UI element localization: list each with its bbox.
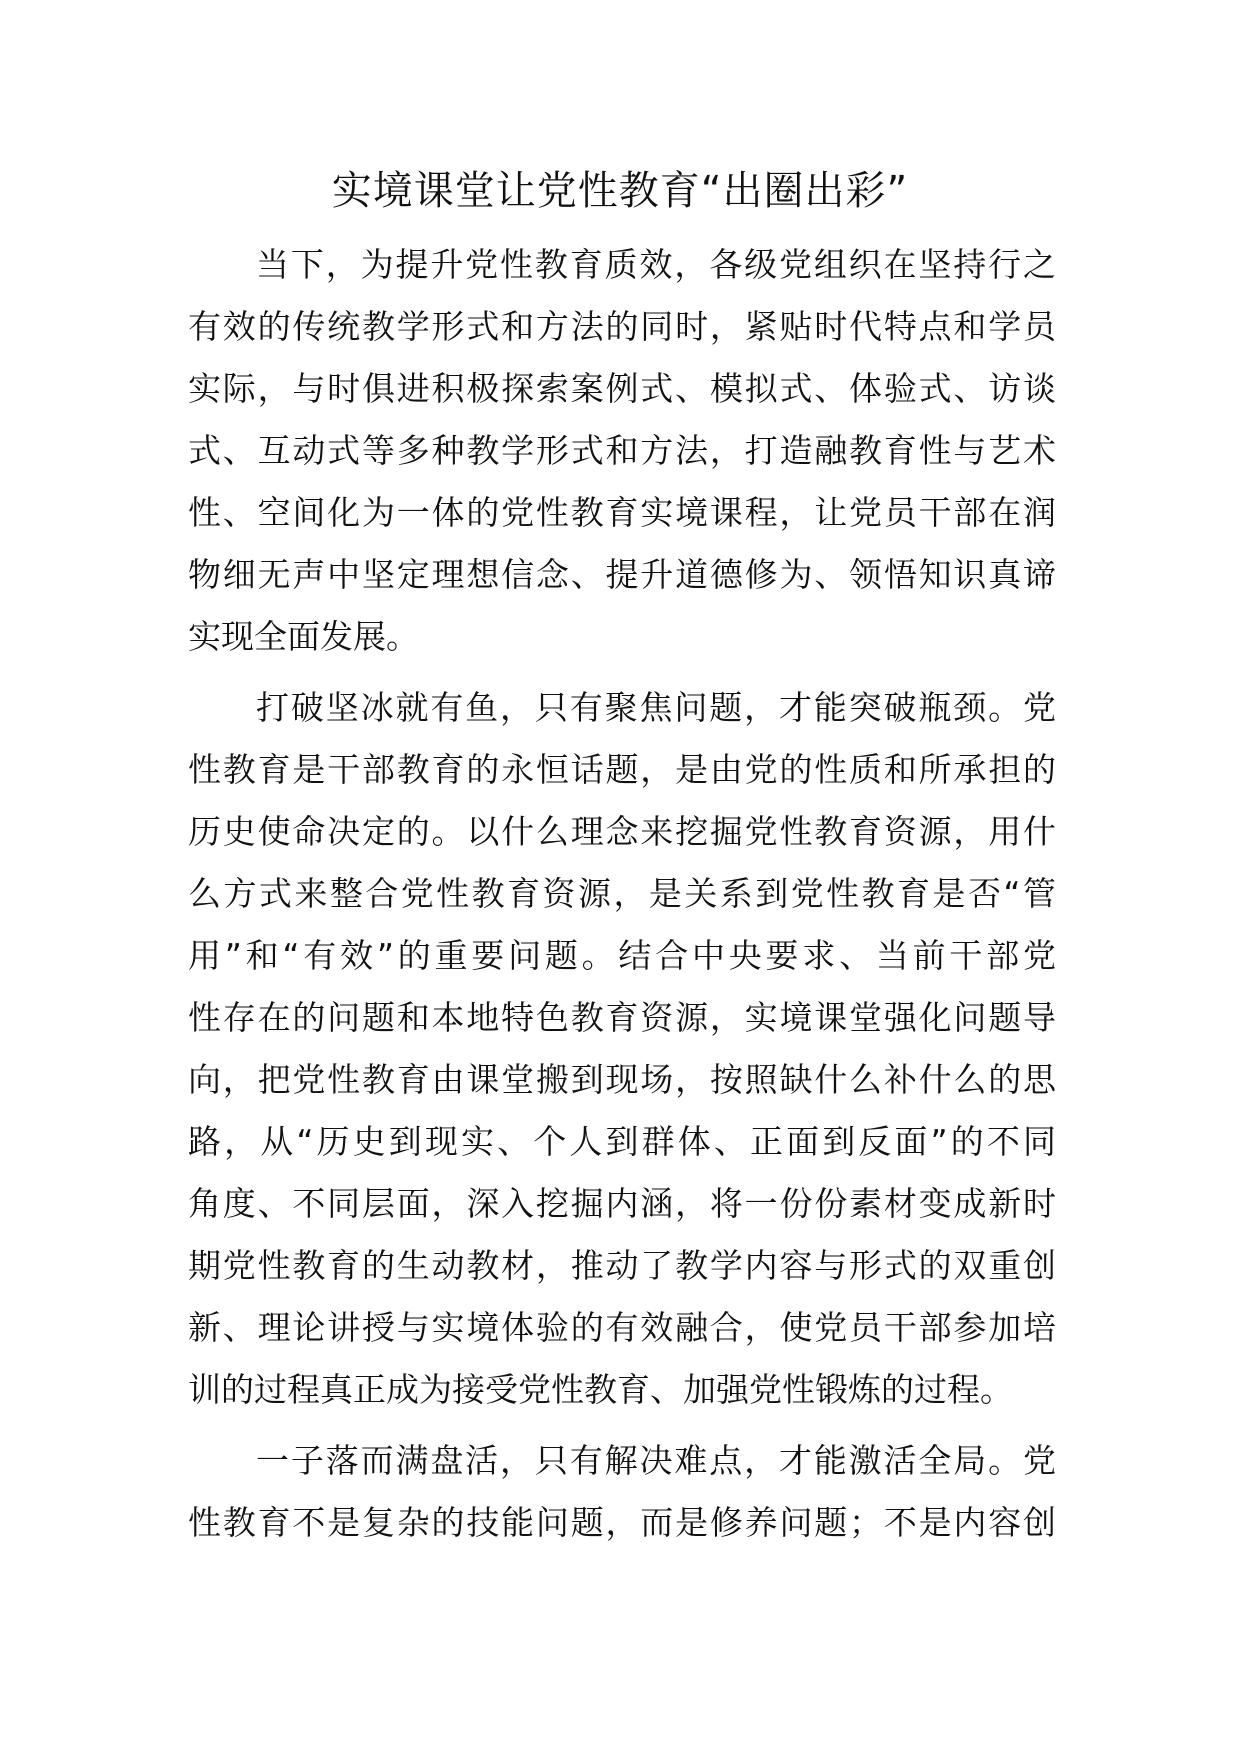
paragraph-1-line-6: 物细无声中坚定理想信念、提升道德修为、领悟知识真谛 [188,555,1056,594]
paragraph-2-line-12: 训的过程真正成为接受党性教育、加强党性锻炼的过程。 [188,1370,1013,1409]
paragraph-1-line-1: 当下，为提升党性教育质效，各级党组织在坚持行之 [256,245,1056,284]
paragraph-2-line-3: 历史使命决定的。以什么理念来挖掘党性教育资源，用什 [188,812,1056,851]
paragraph-1-line-5: 性、空间化为一体的党性教育实境课程，让党员干部在润 [188,493,1056,532]
paragraph-1-line-4: 式、互动式等多种教学形式和方法，打造融教育性与艺术 [188,431,1056,470]
paragraph-2-line-9: 角度、不同层面，深入挖掘内涵，将一份份素材变成新时 [188,1184,1056,1223]
document-title: 实境课堂让党性教育“出圈出彩” [331,168,909,214]
paragraph-2-line-1: 打破坚冰就有鱼，只有聚焦问题，才能突破瓶颈。党 [256,688,1056,727]
paragraph-1-line-7: 实现全面发展。 [188,617,419,656]
paragraph-2-line-5: 用”和“有效”的重要问题。结合中央要求、当前干部党 [188,936,1056,975]
paragraph-3-line-2: 性教育不是复杂的技能问题，而是修养问题；不是内容创 [188,1503,1056,1542]
paragraph-2-line-4: 么方式来整合党性教育资源，是关系到党性教育是否“管 [188,874,1056,913]
paragraph-2-line-7: 向，把党性教育由课堂搬到现场，按照缺什么补什么的思 [188,1060,1056,1099]
paragraph-2-line-6: 性存在的问题和本地特色教育资源，实境课堂强化问题导 [188,998,1056,1037]
paragraph-2-line-10: 期党性教育的生动教材，推动了教学内容与形式的双重创 [188,1246,1056,1285]
paragraph-1-line-3: 实际，与时俱进积极探索案例式、模拟式、体验式、访谈 [188,369,1056,408]
paragraph-2-line-8: 路，从“历史到现实、个人到群体、正面到反面”的不同 [188,1122,1056,1161]
paragraph-2-line-11: 新、理论讲授与实境体验的有效融合，使党员干部参加培 [188,1308,1056,1347]
paragraph-2-line-2: 性教育是干部教育的永恒话题，是由党的性质和所承担的 [188,750,1056,789]
paragraph-3-line-1: 一子落而满盘活，只有解决难点，才能激活全局。党 [256,1441,1056,1480]
paragraph-1-line-2: 有效的传统教学形式和方法的同时，紧贴时代特点和学员 [188,307,1056,346]
